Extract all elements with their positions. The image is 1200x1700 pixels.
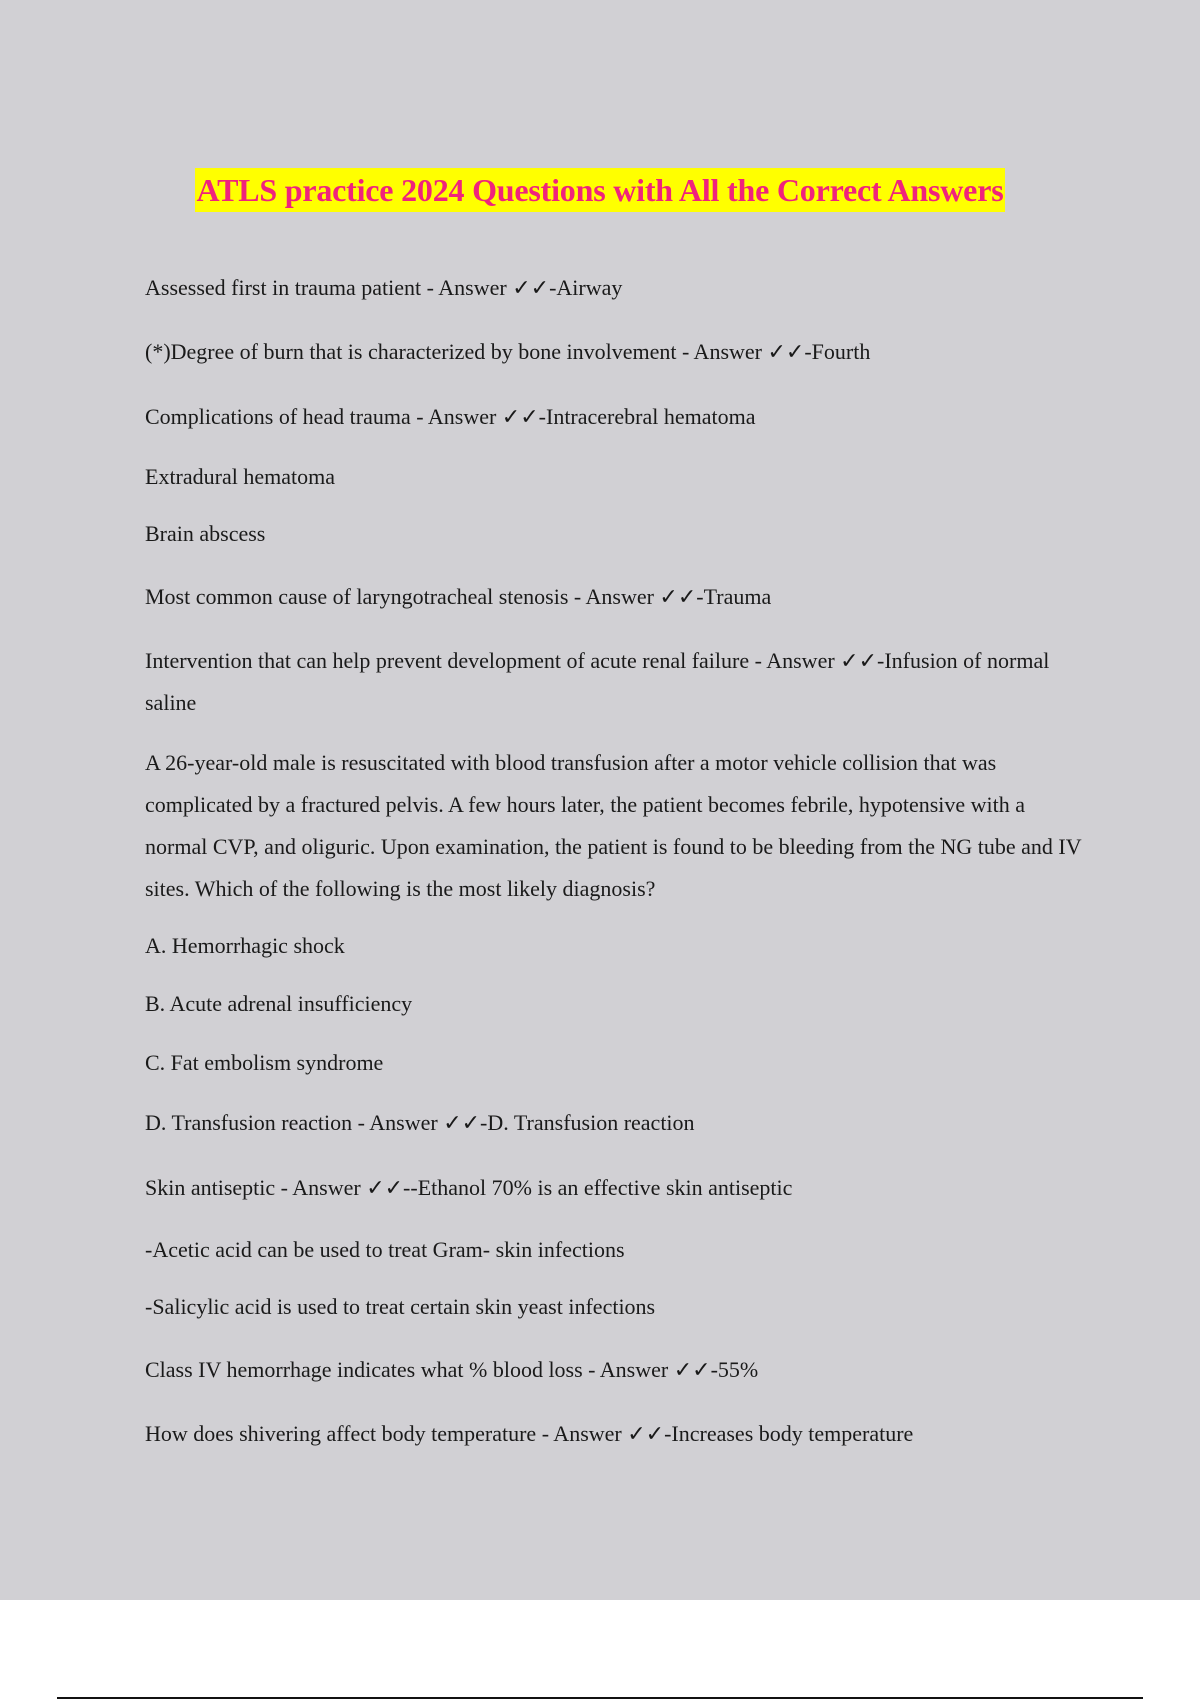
qa-line: Most common cause of laryngotracheal stenosis - Answer ✓✓-Trauma bbox=[145, 584, 772, 609]
qa-line: (*)Degree of burn that is characterized by bone involvement - Answer ✓✓-Fourth bbox=[145, 339, 871, 364]
title-container bbox=[0, 168, 1200, 212]
qa-line: -Salicylic acid is used to treat certain skin yeast infections bbox=[145, 1294, 656, 1319]
footer-divider bbox=[57, 1697, 1143, 1699]
option-b: B. Acute adrenal insufficiency bbox=[145, 991, 413, 1016]
qa-paragraph: Intervention that can help prevent development of acute renal failure - Answer ✓✓-Infusion of normal saline bbox=[145, 648, 1050, 715]
option-a: A. Hemorrhagic shock bbox=[145, 933, 345, 958]
qa-line: Skin antiseptic - Answer ✓✓--Ethanol 70% is an effective skin antiseptic bbox=[145, 1175, 793, 1200]
qa-line: Brain abscess bbox=[145, 521, 266, 546]
qa-line: Class IV hemorrhage indicates what % blood loss - Answer ✓✓-55% bbox=[145, 1357, 759, 1382]
qa-line: -Acetic acid can be used to treat Gram- skin infections bbox=[145, 1237, 625, 1262]
qa-line: Assessed first in trauma patient - Answer ✓✓-Airway bbox=[145, 275, 623, 300]
qa-line: How does shivering affect body temperature - Answer ✓✓-Increases body temperature bbox=[145, 1421, 914, 1446]
question-paragraph: A 26-year-old male is resuscitated with blood transfusion after a motor vehicle collision that was complicated by a fractured pelvis. A few hours later, the patient becomes febrile, hypotensive with a normal CVP, and oliguric. Upon examination, the patient is found to be bleeding from the NG tube and IV sites. Which of the following is the most likely diagnosis? bbox=[145, 750, 1082, 901]
document-title: ATLS practice 2024 Questions with All the Correct Answers bbox=[195, 168, 1006, 212]
qa-line: Complications of head trauma - Answer ✓✓-Intracerebral hematoma bbox=[145, 404, 756, 429]
qa-line: Extradural hematoma bbox=[145, 464, 335, 489]
option-c: C. Fat embolism syndrome bbox=[145, 1050, 384, 1075]
option-d-answer: D. Transfusion reaction - Answer ✓✓-D. Transfusion reaction bbox=[145, 1110, 695, 1135]
